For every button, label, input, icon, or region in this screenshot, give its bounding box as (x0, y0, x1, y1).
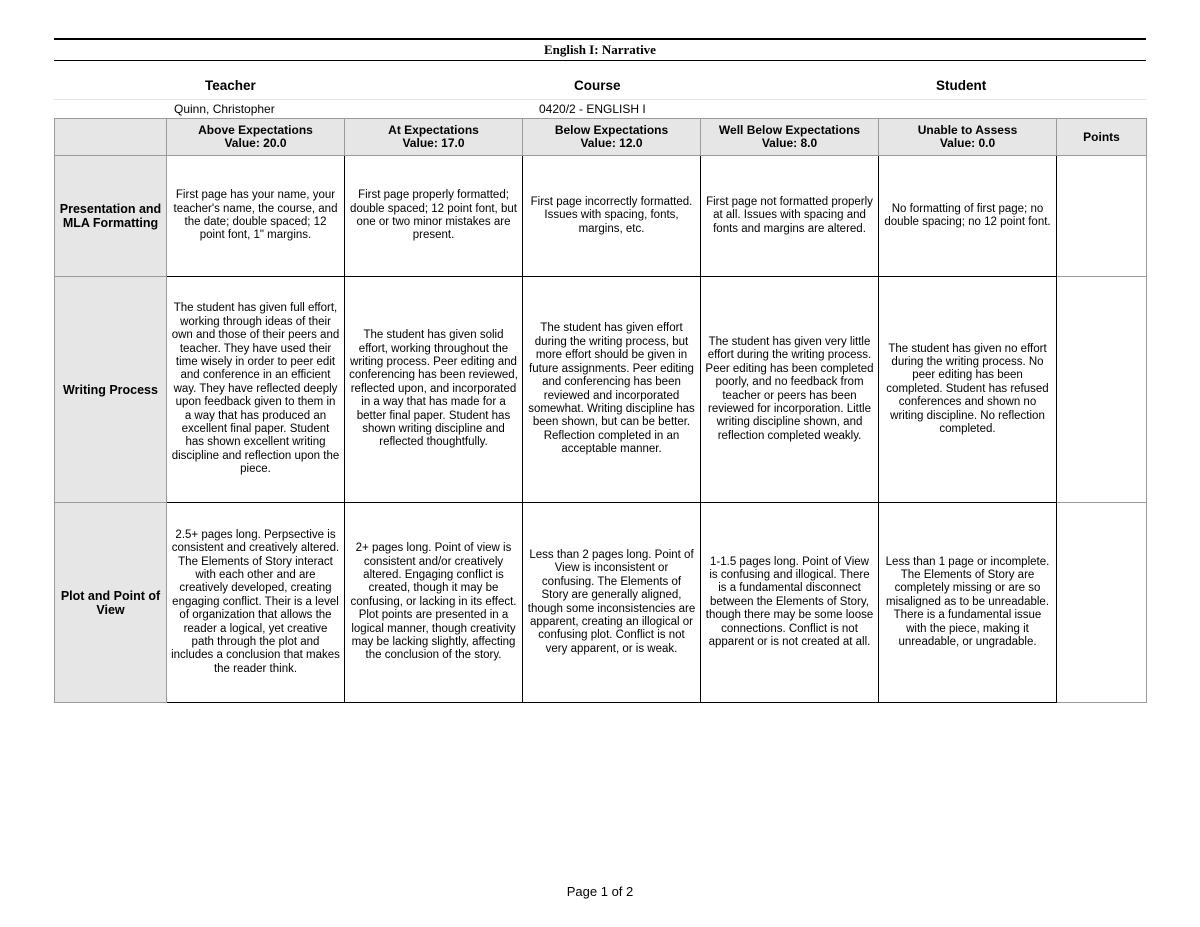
criterion-row-plot-pov (55, 503, 1147, 703)
descriptor-cell: 1-1.5 pages long. Point of View is confusing and illogical. There is a fundamental disconnect between the Elements of Story, though there may be some loose connections. Conflict is not apparent or is not created at all. (701, 503, 879, 703)
descriptor-cell: First page incorrectly formatted. Issues with spacing, fonts, margins, etc. (523, 156, 701, 277)
level-header-well-below (701, 119, 879, 156)
descriptor-cell: 2.5+ pages long. Perpsective is consistent and creatively altered. The Elements of Story interact with each other and are creatively developed, creating engaging conflict. Their is a level of organization that allows the reader a logical, yet creative path through the plot and includes a conclusion that makes the reader think. (167, 503, 345, 703)
level-value: Value: 12.0 (580, 136, 643, 150)
criterion-row-presentation (55, 156, 1147, 277)
level-header-below (523, 119, 701, 156)
rubric-page (54, 38, 1146, 703)
meta-values-row (54, 99, 1146, 118)
meta-header-row (54, 75, 1146, 99)
level-value: Value: 20.0 (224, 136, 287, 150)
teacher-value: Quinn, Christopher (174, 102, 275, 116)
descriptor-cell: The student has given solid effort, working throughout the writing process. Peer editing and conferencing has been reviewed, reflected upon, and incorporated in a way that has made for a better final paper. Student has shown writing discipline and reflected thoughtfully. (345, 277, 523, 503)
descriptor-cell: First page not formatted properly at all. Issues with spacing and fonts and margins are altered. (701, 156, 879, 277)
level-label: Below Expectations (554, 123, 669, 137)
points-cell[interactable] (1057, 156, 1147, 277)
points-cell[interactable] (1057, 503, 1147, 703)
descriptor-cell: 2+ pages long. Point of view is consistent and/or creatively altered. Engaging conflict is created, though it may be confusing, or lacking in its effect. Plot points are presented in a logical manner, though creativity may be lacking slightly, affecting the conclusion of the story. (345, 503, 523, 703)
descriptor-cell: The student has given no effort during the writing process. No peer editing has been completed. Student has refused conferences and shown no writing discipline. No reflection completed. (879, 277, 1057, 503)
level-label: Well Below Expectations (718, 123, 861, 137)
descriptor-cell: No formatting of first page; no double spacing; no 12 point font. (879, 156, 1057, 277)
course-label: Course (574, 78, 621, 93)
descriptor-cell: Less than 2 pages long. Point of View is inconsistent or confusing. The Elements of Story are generally aligned, though some inconsistencies are apparent, creating an illogical or confusing plot. Conflict is not very apparent, or is weak. (523, 503, 701, 703)
student-label: Student (936, 78, 987, 93)
level-value: Value: 8.0 (761, 136, 818, 150)
level-label: At Expectations (388, 123, 479, 137)
course-value: 0420/2 - ENGLISH I (539, 102, 646, 116)
descriptor-cell: The student has given full effort, working through ideas of their own and those of their peers and teacher. They have used their time wisely in order to peer edit and conference in an efficient way. They have reflected deeply upon feedback given to them in a way that has produced an excellent final paper. Student has shown excellent writing discipline and reflection upon the piece. (167, 277, 345, 503)
descriptor-cell: The student has given very little effort during the writing process. Peer editing has been completed poorly, and no feedback from teacher or peers has been reviewed for incorporation. Little writing discipline shown, and reflection completed weakly. (701, 277, 879, 503)
descriptor-cell: Less than 1 page or incomplete. The Elements of Story are completely missing or are so misaligned as to be unreadable. There is a fundamental issue with the piece, making it unreadable, or ungradable. (879, 503, 1057, 703)
level-value: Value: 17.0 (402, 136, 465, 150)
document-title: English I: Narrative (54, 38, 1146, 61)
criterion-name: Writing Process (55, 277, 167, 503)
rubric-table (54, 118, 1147, 703)
level-header-above (167, 119, 345, 156)
page-footer: Page 1 of 2 (566, 884, 634, 899)
criterion-name: Presentation and MLA Formatting (55, 156, 167, 277)
level-value: Value: 0.0 (939, 136, 996, 150)
descriptor-cell: First page has your name, your teacher's name, the course, and the date; double spaced; 12 point font, 1" margins. (167, 156, 345, 277)
criterion-name: Plot and Point of View (55, 503, 167, 703)
descriptor-cell: The student has given effort during the writing process, but more effort should be given in future assignments. Peer editing and conferencing has been reviewed and incorporated somewhat. Writing discipline has been shown, but can be better. Reflection completed in an acceptable manner. (523, 277, 701, 503)
criterion-row-writing-process (55, 277, 1147, 503)
level-label: Unable to Assess (917, 123, 1018, 137)
level-header-at (345, 119, 523, 156)
header-corner-cell (55, 119, 167, 156)
teacher-label: Teacher (205, 78, 256, 93)
level-header-unable (879, 119, 1057, 156)
descriptor-cell: First page properly formatted; double spaced; 12 point font, but one or two minor mistakes are present. (345, 156, 523, 277)
points-header: Points (1057, 119, 1147, 156)
level-label: Above Expectations (198, 123, 313, 137)
points-cell[interactable] (1057, 277, 1147, 503)
rubric-header-row (55, 119, 1147, 156)
